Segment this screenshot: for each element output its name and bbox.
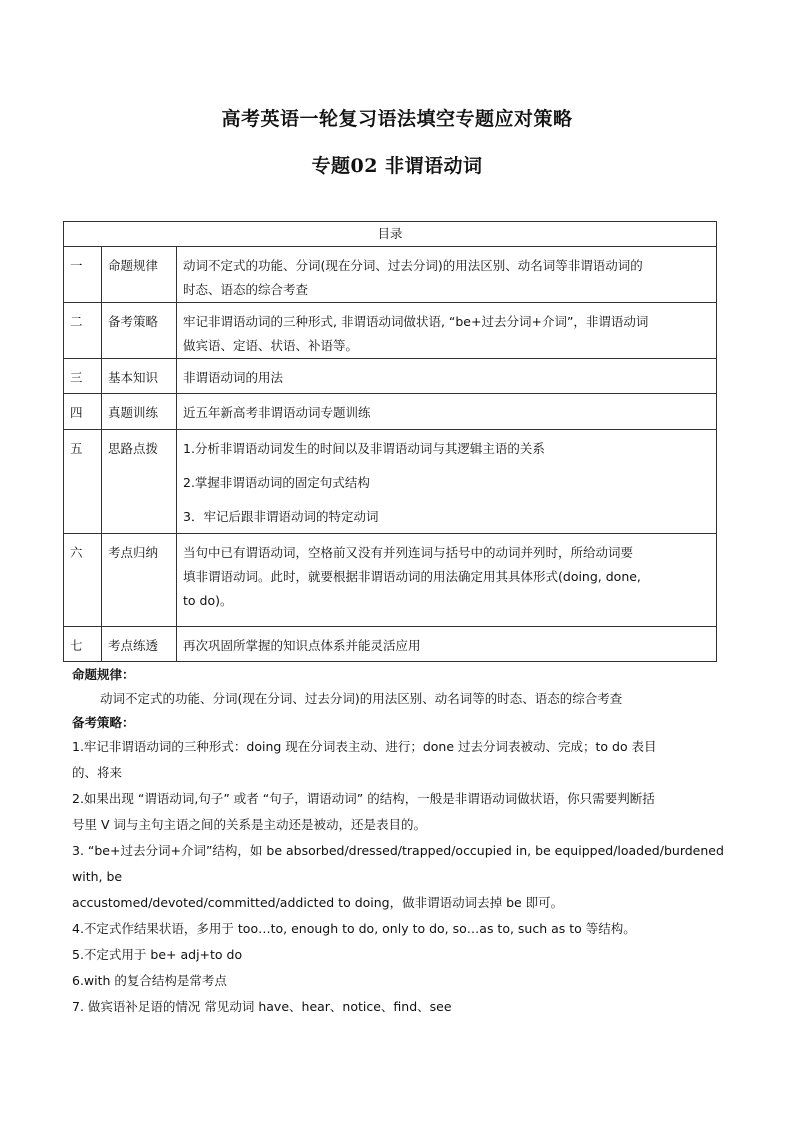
row-number: 七 [64, 627, 102, 662]
document-body [72, 664, 727, 1020]
strategy-item: 4.不定式作结果状语，多用于 too…to, enough to do, only to do, so…as to, such as to 等结构。 [72, 921, 636, 936]
document-subtitle: 专题02 非谓语动词 [311, 155, 483, 177]
row-topic: 备考策略 [102, 303, 177, 359]
row-description: 当句中已有谓语动词，空格前又没有并列连词与括号中的动词并列时，所给动词要 填非谓语动词。此时，就要根据非谓语动词的用法确定用其具体形式(doing, done, to do)。 [177, 534, 717, 627]
section-heading: 备考策略： [72, 715, 135, 730]
row-number: 五 [64, 430, 102, 534]
strategy-item: 1.牢记非谓语动词的三种形式：doing 现在分词表主动、进行；done 过去分词表被动、完成；to do 表目 的、将来 [72, 739, 657, 780]
row-topic: 命题规律 [102, 247, 177, 303]
row-topic: 真题训练 [102, 394, 177, 430]
row-number: 一 [64, 247, 102, 303]
strategy-item: 3. “be+过去分词+介词”结构，如 be absorbed/dressed/trapped/occupied in, be equipped/loaded/burdened with, be accustomed/devoted/committed/addicted to doing，做非谓语动词去掉 be 即可。 [72, 843, 724, 910]
row-number: 四 [64, 394, 102, 430]
table-row [64, 394, 717, 430]
row-description: 非谓语动词的用法 [177, 359, 717, 394]
row-description: 近五年新高考非谓语动词专题训练 [177, 394, 717, 430]
section-paragraph: 动词不定式的功能、分词(现在分词、过去分词)的用法区别、动名词等的时态、语态的综合考查 [100, 691, 623, 706]
row-number: 六 [64, 534, 102, 627]
row-topic: 基本知识 [102, 359, 177, 394]
strategy-item: 5.不定式用于 be+ adj+to do [72, 947, 243, 962]
row-number: 三 [64, 359, 102, 394]
strategy-item: 2.如果出现 “谓语动词,句子” 或者 “句子，谓语动词” 的结构，一般是非谓语动词做状语，你只需要判断括 号里 V 词与主句主语之间的关系是主动还是被动，还是表目的。 [72, 791, 655, 832]
contents-header: 目录 [64, 222, 717, 247]
table-row [64, 303, 717, 359]
table-row [64, 627, 717, 662]
table-row [64, 359, 717, 394]
row-description: 再次巩固所掌握的知识点体系并能灵活应用 [177, 627, 717, 662]
row-number: 二 [64, 303, 102, 359]
table-row [64, 247, 717, 303]
row-topic: 考点归纳 [102, 534, 177, 627]
row-topic: 考点练透 [102, 627, 177, 662]
strategy-item: 7. 做宾语补足语的情况 常见动词 have、hear、notice、find、see [72, 999, 452, 1014]
contents-table [63, 221, 717, 662]
document-title: 高考英语一轮复习语法填空专题应对策略 [221, 108, 573, 130]
section-heading: 命题规律： [72, 667, 135, 682]
row-description: 1.分析非谓语动词发生的时间以及非谓语动词与其逻辑主语的关系 2.掌握非谓语动词的固定句式结构 3．牢记后跟非谓语动词的特定动词 [177, 430, 717, 534]
table-row [64, 430, 717, 534]
row-description: 牢记非谓语动词的三种形式, 非谓语动词做状语, “be+过去分词+介词”，非谓语动词 做宾语、定语、状语、补语等。 [177, 303, 717, 359]
strategy-item: 6.with 的复合结构是常考点 [72, 973, 227, 988]
table-row [64, 534, 717, 627]
row-description: 动词不定式的功能、分词(现在分词、过去分词)的用法区别、动名词等非谓语动词的 时态、语态的综合考查 [177, 247, 717, 303]
row-topic: 思路点拨 [102, 430, 177, 534]
